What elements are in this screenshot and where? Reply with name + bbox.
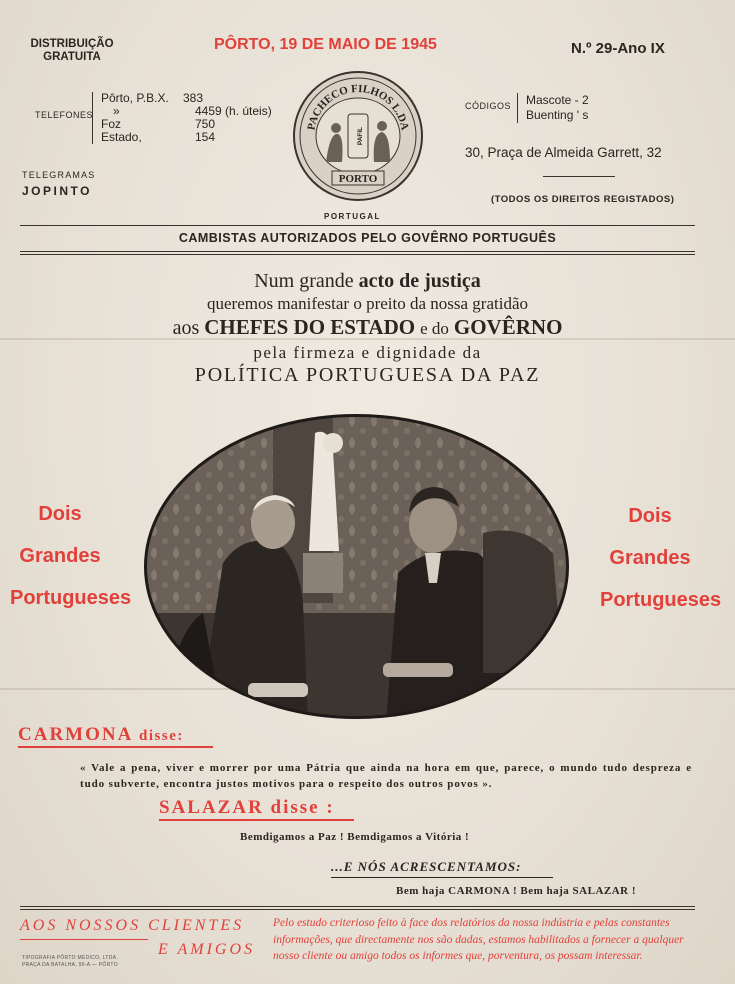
svg-text:PORTO: PORTO (338, 173, 378, 185)
heading-underline (18, 746, 213, 748)
acrescentamos-text: Bem haja CARMONA ! Bem haja SALAZAR ! (396, 885, 637, 897)
carmona-heading: CARMONA disse: (18, 724, 184, 745)
telegram-address: JOPINTO (22, 184, 92, 198)
telegram-label: TELEGRAMAS (22, 170, 96, 180)
divider (543, 176, 615, 177)
phone-row: » 4459 (h. úteis) (113, 104, 272, 118)
heading-underline (331, 877, 553, 878)
side-caption-right: Dois Grandes Portugueses (600, 505, 722, 611)
divider (20, 939, 148, 940)
footer-title-line-2: E AMIGOS (158, 941, 256, 958)
distribution-line: DISTRIBUIÇÃO (30, 38, 114, 50)
heading-underline (159, 819, 354, 821)
side-caption-left: Dois Grandes Portugueses (10, 503, 132, 609)
authorized-dealers: CAMBISTAS AUTORIZADOS PELO GOVÊRNO PORTUGUÊS (178, 231, 557, 245)
svg-text:PAFIL: PAFIL (357, 126, 364, 146)
country-label: PORTUGAL (324, 212, 381, 221)
divider (20, 906, 695, 907)
issue-date: PÔRTO, 19 DE MAIO DE 1945 (214, 36, 437, 53)
phone-row: Estado, 154 (101, 130, 216, 144)
codes-list (517, 93, 589, 123)
tribute-line-3: aos CHEFES DO ESTADO e do GOVÊRNO (172, 315, 563, 339)
phones-label: TELEFONES (35, 110, 94, 120)
photograph-carmona-salazar (143, 413, 570, 720)
tribute-line-2: queremos manifestar o preito da nossa gratidão (206, 294, 528, 313)
salazar-quote: Bemdigamos a Paz ! Bemdigamos a Vitória ! (240, 831, 470, 843)
divider (20, 909, 695, 910)
phone-row: Pôrto, P.B.X. 383 (101, 91, 204, 105)
tribute-line-5: POLÍTICA PORTUGUESA DA PAZ (194, 364, 541, 386)
tribute-line-1: Num grande acto de justiça (254, 270, 481, 292)
distribution-note (22, 38, 122, 64)
footer-paragraph: Pelo estudo criterioso feito à face dos relatórios da nossa indústria e pelas constantes informações, que directamente nos são dadas, estamos habilitados a fornecer a qualquer nosso cliente ou amigo todos os informes que, porventura, os possam interessar. (273, 917, 684, 962)
footer-title-line-1: AOS NOSSOS CLIENTES (20, 917, 245, 934)
phones-list (92, 92, 272, 144)
code-item: Buenting ' s (526, 108, 589, 122)
phone-row: Foz 750 (101, 117, 216, 131)
rights-notice: (TODOS OS DIREITOS REGISTADOS) (491, 194, 675, 205)
codes-label: CÓDIGOS (465, 101, 512, 111)
distribution-line: GRATUITA (43, 51, 101, 63)
carmona-quote: « Vale a pena, viver e morrer por uma Pátria que ainda na hora em que, parece, o mundo tudo despreza e tudo subverte, encontra justos motivos para o respeito dos outros povos ». (80, 762, 692, 790)
company-seal-logo (292, 70, 424, 202)
divider (20, 254, 695, 255)
printer-imprint: TIPOGRAFIA PÔRTO MÉDICO, LTDA. PRAÇA DA BATALHA, 96-A — PÔRTO (22, 955, 118, 968)
address: 30, Praça de Almeida Garrett, 32 (465, 145, 662, 160)
issue-number: N.º 29-Ano IX (571, 40, 665, 57)
salazar-heading: SALAZAR disse : (159, 797, 335, 818)
tribute-line-4: pela firmeza e dignidade da (253, 343, 482, 362)
divider (20, 251, 695, 252)
code-item: Mascote - 2 (526, 93, 589, 107)
divider (20, 225, 695, 226)
acrescentamos-heading: ...E NÓS ACRESCENTAMOS: (331, 859, 522, 874)
svg-text:PACHECO FILHOS L.DA: PACHECO FILHOS L.DA (305, 82, 411, 132)
